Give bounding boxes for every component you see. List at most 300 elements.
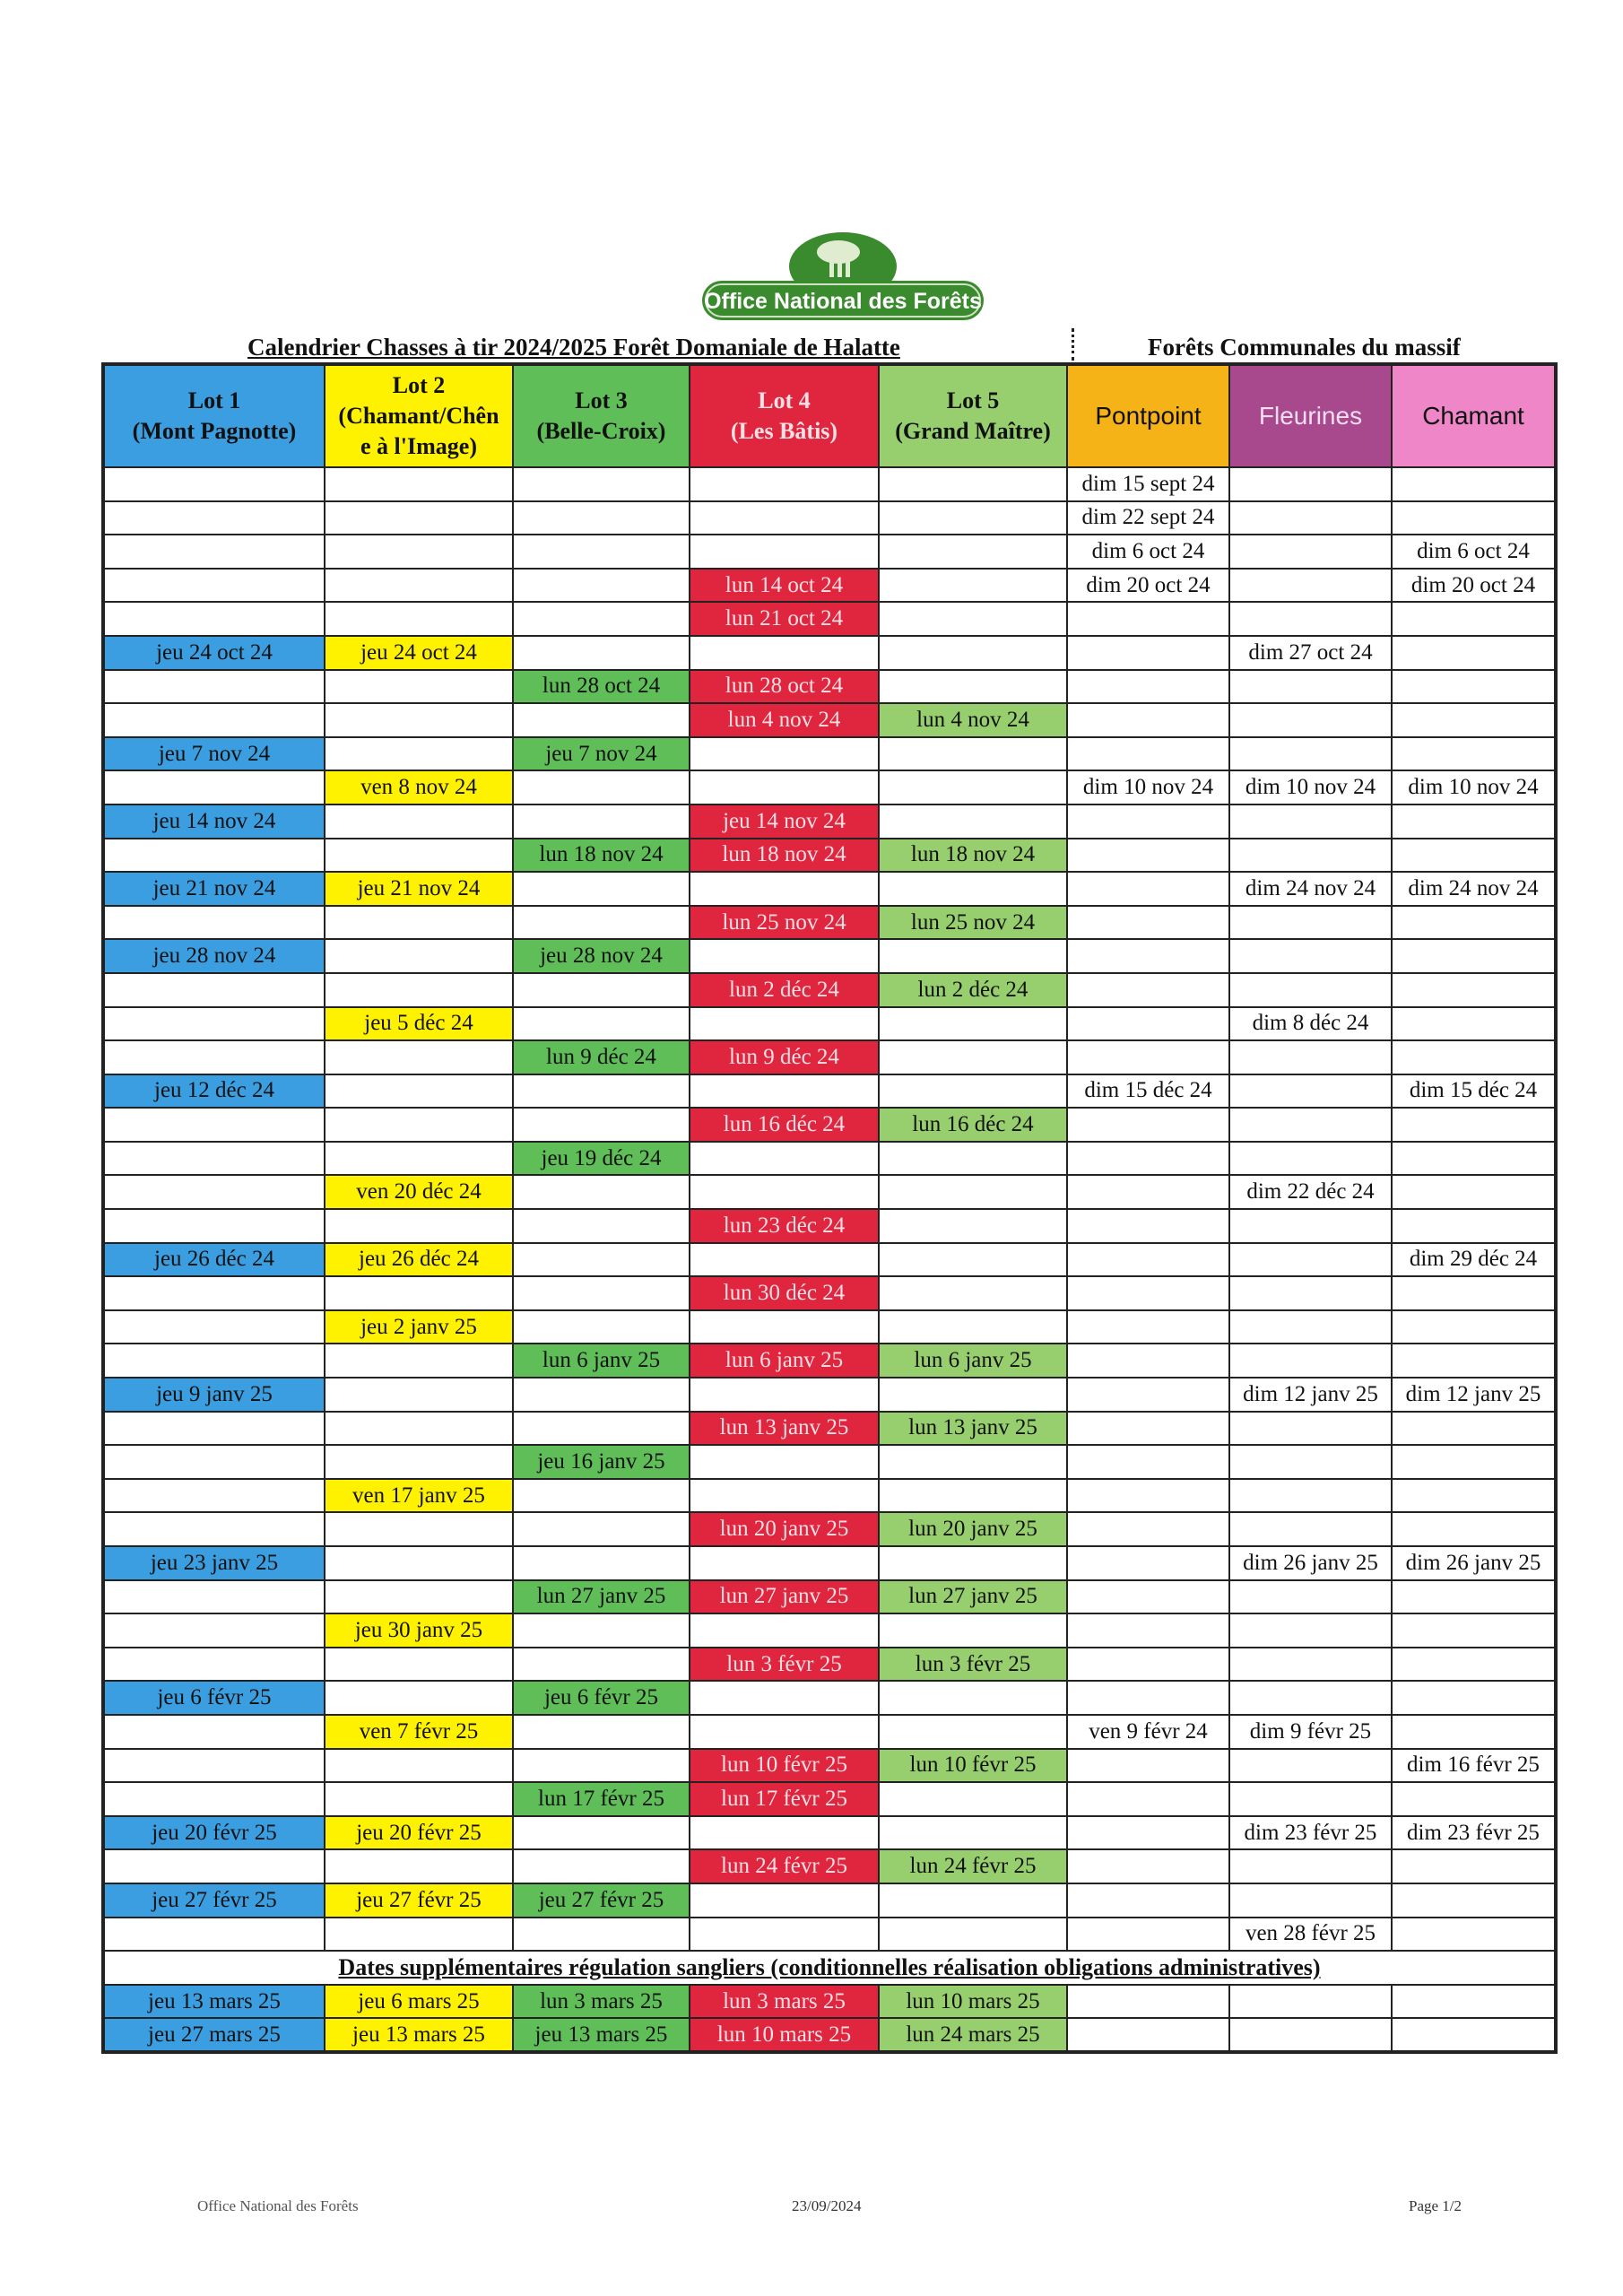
cell-chamant (1392, 973, 1556, 1007)
cell-lot2 (325, 602, 513, 636)
cell-lot3 (513, 1613, 690, 1648)
cell-lot4: lun 25 nov 24 (690, 906, 879, 940)
cell-lot2 (325, 804, 513, 839)
cell-lot5 (879, 1715, 1067, 1749)
cell-lot4: lun 27 janv 25 (690, 1580, 879, 1614)
cell-lot5 (879, 1276, 1067, 1310)
cell-chamant (1392, 1479, 1556, 1513)
footer-date: 23/09/2024 (792, 2197, 862, 2214)
cell-lot4 (690, 1613, 879, 1648)
cell-lot4 (690, 737, 879, 771)
cell-chamant (1392, 1175, 1556, 1209)
cell-chamant: dim 12 janv 25 (1392, 1378, 1556, 1412)
cell-chamant (1392, 1782, 1556, 1816)
cell-fleurines (1229, 535, 1392, 569)
cell-pontpoint: dim 15 sept 24 (1067, 467, 1229, 501)
cell-lot1: jeu 12 déc 24 (103, 1074, 325, 1109)
cell-lot5 (879, 670, 1067, 704)
table-row (103, 1007, 1556, 1041)
cell-lot3 (513, 1209, 690, 1243)
cell-lot5: lun 24 févr 25 (879, 1849, 1067, 1883)
cell-lot3 (513, 1412, 690, 1446)
cell-lot3 (513, 872, 690, 906)
cell-fleurines (1229, 703, 1392, 737)
cell-lot5 (879, 1243, 1067, 1277)
cell-lot4 (690, 636, 879, 670)
cell-lot3: jeu 28 nov 24 (513, 939, 690, 973)
cell-lot3 (513, 1648, 690, 1682)
cell-chamant (1392, 1344, 1556, 1378)
cell-pontpoint (1067, 2018, 1229, 2052)
cell-lot3: lun 3 mars 25 (513, 1985, 690, 2018)
table-row (103, 1715, 1556, 1749)
cell-lot4: lun 20 janv 25 (690, 1512, 879, 1546)
cell-lot2 (325, 1782, 513, 1816)
cell-pontpoint (1067, 906, 1229, 940)
cell-chamant (1392, 1918, 1556, 1952)
cell-lot5 (879, 872, 1067, 906)
cell-lot5 (879, 1074, 1067, 1109)
cell-lot4 (690, 1546, 879, 1580)
cell-lot1: jeu 6 févr 25 (103, 1681, 325, 1715)
cell-lot3 (513, 1918, 690, 1952)
cell-lot5 (879, 535, 1067, 569)
cell-lot5: lun 20 janv 25 (879, 1512, 1067, 1546)
cell-chamant: dim 10 nov 24 (1392, 770, 1556, 804)
cell-lot4 (690, 770, 879, 804)
cell-lot3 (513, 501, 690, 535)
cell-fleurines (1229, 1648, 1392, 1682)
cell-fleurines: ven 28 févr 25 (1229, 1918, 1392, 1952)
table-row (103, 770, 1556, 804)
cell-lot3 (513, 1074, 690, 1109)
cell-lot3 (513, 1816, 690, 1850)
cell-lot2: jeu 5 déc 24 (325, 1007, 513, 1041)
cell-fleurines (1229, 939, 1392, 973)
cell-fleurines (1229, 1108, 1392, 1142)
cell-lot5 (879, 1816, 1067, 1850)
cell-lot1 (103, 1445, 325, 1479)
cell-lot3 (513, 1546, 690, 1580)
table-row (103, 1479, 1556, 1513)
cell-chamant (1392, 804, 1556, 839)
cell-pontpoint (1067, 1681, 1229, 1715)
cell-pontpoint (1067, 670, 1229, 704)
cell-lot4: lun 16 déc 24 (690, 1108, 879, 1142)
table-row (103, 1681, 1556, 1715)
cell-chamant (1392, 1985, 1556, 2018)
cell-fleurines (1229, 1209, 1392, 1243)
cell-fleurines (1229, 1985, 1392, 2018)
cell-fleurines: dim 24 nov 24 (1229, 872, 1392, 906)
table-row (103, 1378, 1556, 1412)
cell-lot2: jeu 24 oct 24 (325, 636, 513, 670)
cell-lot4: lun 10 févr 25 (690, 1749, 879, 1783)
cell-lot4: lun 23 déc 24 (690, 1209, 879, 1243)
cell-lot4 (690, 1175, 879, 1209)
cell-chamant (1392, 670, 1556, 704)
cell-lot4: lun 10 mars 25 (690, 2018, 879, 2052)
cell-fleurines (1229, 1276, 1392, 1310)
cell-lot3 (513, 467, 690, 501)
cell-pontpoint (1067, 1142, 1229, 1176)
table-row (103, 602, 1556, 636)
cell-lot3: jeu 27 févr 25 (513, 1883, 690, 1918)
cell-lot5 (879, 1546, 1067, 1580)
cell-lot1 (103, 1108, 325, 1142)
cell-lot1 (103, 1715, 325, 1749)
cell-lot4 (690, 1715, 879, 1749)
cell-fleurines (1229, 1580, 1392, 1614)
cell-pontpoint (1067, 1512, 1229, 1546)
cell-lot2 (325, 906, 513, 940)
cell-pontpoint (1067, 804, 1229, 839)
cell-lot1: jeu 9 janv 25 (103, 1378, 325, 1412)
table-row (103, 1209, 1556, 1243)
cell-lot4: lun 18 nov 24 (690, 839, 879, 873)
supplementary-title-row (103, 1951, 1556, 1985)
cell-lot2 (325, 1209, 513, 1243)
cell-fleurines (1229, 1512, 1392, 1546)
table-row (103, 467, 1556, 501)
cell-lot3 (513, 569, 690, 603)
cell-fleurines (1229, 1412, 1392, 1446)
cell-lot4: lun 21 oct 24 (690, 602, 879, 636)
cell-lot3 (513, 1749, 690, 1783)
cell-fleurines (1229, 906, 1392, 940)
onf-logo (695, 229, 991, 327)
cell-lot4: lun 6 janv 25 (690, 1344, 879, 1378)
cell-chamant (1392, 737, 1556, 771)
table-row (103, 1749, 1556, 1783)
cell-lot1 (103, 1782, 325, 1816)
cell-chamant: dim 24 nov 24 (1392, 872, 1556, 906)
table-row (103, 1985, 1556, 2018)
cell-lot4 (690, 1445, 879, 1479)
cell-fleurines (1229, 1074, 1392, 1109)
cell-fleurines (1229, 1243, 1392, 1277)
cell-lot2 (325, 1412, 513, 1446)
header-lot5: Lot 5 (Grand Maître) (879, 364, 1067, 467)
cell-lot1: jeu 24 oct 24 (103, 636, 325, 670)
cell-lot1 (103, 1209, 325, 1243)
cell-lot2: jeu 26 déc 24 (325, 1243, 513, 1277)
cell-lot3: lun 17 févr 25 (513, 1782, 690, 1816)
cell-chamant (1392, 1040, 1556, 1074)
cell-lot1 (103, 770, 325, 804)
cell-lot4: lun 3 mars 25 (690, 1985, 879, 2018)
footer-page-number: Page 1/2 (1409, 2197, 1462, 2214)
header-chamant: Chamant (1392, 364, 1556, 467)
cell-lot5: lun 6 janv 25 (879, 1344, 1067, 1378)
cell-fleurines (1229, 1445, 1392, 1479)
cell-lot5: lun 25 nov 24 (879, 906, 1067, 940)
cell-chamant (1392, 1849, 1556, 1883)
cell-chamant (1392, 839, 1556, 873)
cell-lot4: lun 2 déc 24 (690, 973, 879, 1007)
table-row (103, 636, 1556, 670)
cell-lot5 (879, 1479, 1067, 1513)
cell-lot3 (513, 973, 690, 1007)
cell-fleurines (1229, 1782, 1392, 1816)
cell-lot5 (879, 1142, 1067, 1176)
cell-lot1 (103, 1849, 325, 1883)
cell-pontpoint (1067, 703, 1229, 737)
table-row (103, 1108, 1556, 1142)
cell-chamant (1392, 1512, 1556, 1546)
cell-pontpoint (1067, 1175, 1229, 1209)
cell-lot3 (513, 1479, 690, 1513)
cell-lot5 (879, 1040, 1067, 1074)
cell-lot2 (325, 1276, 513, 1310)
cell-chamant (1392, 703, 1556, 737)
cell-lot3 (513, 1007, 690, 1041)
cell-lot4 (690, 1479, 879, 1513)
cell-chamant (1392, 1007, 1556, 1041)
table-row (103, 535, 1556, 569)
table-row (103, 569, 1556, 603)
title-separator (1072, 328, 1074, 361)
cell-chamant (1392, 939, 1556, 973)
cell-lot2 (325, 569, 513, 603)
cell-lot2: jeu 27 févr 25 (325, 1883, 513, 1918)
onf-logo-text: Office National des Forêts (704, 289, 982, 314)
cell-lot3 (513, 770, 690, 804)
cell-fleurines: dim 8 déc 24 (1229, 1007, 1392, 1041)
cell-lot1: jeu 7 nov 24 (103, 737, 325, 771)
cell-pontpoint: dim 6 oct 24 (1067, 535, 1229, 569)
cell-lot1 (103, 973, 325, 1007)
cell-lot2: jeu 13 mars 25 (325, 2018, 513, 2052)
cell-lot4 (690, 1681, 879, 1715)
cell-lot5: lun 27 janv 25 (879, 1580, 1067, 1614)
cell-pontpoint (1067, 872, 1229, 906)
cell-lot5 (879, 1681, 1067, 1715)
cell-lot1 (103, 1040, 325, 1074)
cell-fleurines (1229, 1681, 1392, 1715)
cell-lot2 (325, 1108, 513, 1142)
cell-lot5: lun 16 déc 24 (879, 1108, 1067, 1142)
table-row (103, 906, 1556, 940)
cell-fleurines (1229, 737, 1392, 771)
cell-lot1 (103, 670, 325, 704)
cell-lot1: jeu 23 janv 25 (103, 1546, 325, 1580)
cell-lot3 (513, 535, 690, 569)
page-title: Calendrier Chasses à tir 2024/2025 Forêt Domaniale de Halatte (247, 334, 900, 361)
cell-pontpoint (1067, 1849, 1229, 1883)
cell-lot3: lun 28 oct 24 (513, 670, 690, 704)
cell-lot2 (325, 1546, 513, 1580)
cell-lot1 (103, 501, 325, 535)
cell-chamant: dim 16 févr 25 (1392, 1749, 1556, 1783)
cell-lot5 (879, 1175, 1067, 1209)
cell-lot3 (513, 636, 690, 670)
cell-lot5 (879, 1209, 1067, 1243)
cell-lot4 (690, 1816, 879, 1850)
cell-lot2 (325, 839, 513, 873)
cell-pontpoint (1067, 1648, 1229, 1682)
cell-fleurines (1229, 569, 1392, 603)
cell-lot4: lun 4 nov 24 (690, 703, 879, 737)
table-row (103, 839, 1556, 873)
cell-lot3 (513, 1175, 690, 1209)
table-row (103, 1040, 1556, 1074)
cell-pontpoint: dim 10 nov 24 (1067, 770, 1229, 804)
cell-fleurines (1229, 804, 1392, 839)
cell-chamant (1392, 1883, 1556, 1918)
cell-chamant (1392, 1108, 1556, 1142)
cell-lot3: lun 6 janv 25 (513, 1344, 690, 1378)
cell-lot4 (690, 467, 879, 501)
cell-lot1 (103, 1175, 325, 1209)
cell-lot5 (879, 1445, 1067, 1479)
cell-lot5: lun 18 nov 24 (879, 839, 1067, 873)
table-row (103, 1142, 1556, 1176)
cell-lot1 (103, 1142, 325, 1176)
cell-lot2: ven 17 janv 25 (325, 1479, 513, 1513)
table-row (103, 1580, 1556, 1614)
cell-lot3 (513, 1276, 690, 1310)
footer-organisation: Office National des Forêts (197, 2197, 359, 2214)
cell-lot4 (690, 1310, 879, 1344)
cell-lot2: jeu 2 janv 25 (325, 1310, 513, 1344)
table-row (103, 1175, 1556, 1209)
cell-lot1 (103, 535, 325, 569)
cell-pontpoint (1067, 1310, 1229, 1344)
cell-lot1 (103, 703, 325, 737)
cell-lot4: lun 17 févr 25 (690, 1782, 879, 1816)
cell-pontpoint (1067, 1243, 1229, 1277)
cell-fleurines (1229, 839, 1392, 873)
cell-lot2 (325, 1344, 513, 1378)
cell-chamant (1392, 1142, 1556, 1176)
cell-lot1 (103, 1613, 325, 1648)
cell-lot2 (325, 1378, 513, 1412)
cell-lot4 (690, 1883, 879, 1918)
cell-lot4 (690, 1378, 879, 1412)
cell-pontpoint (1067, 636, 1229, 670)
cell-lot5 (879, 1782, 1067, 1816)
cell-lot2 (325, 1749, 513, 1783)
table-row (103, 1648, 1556, 1682)
cell-pontpoint (1067, 1445, 1229, 1479)
cell-lot2 (325, 1849, 513, 1883)
cell-pontpoint (1067, 1007, 1229, 1041)
cell-lot2: jeu 21 nov 24 (325, 872, 513, 906)
cell-lot2 (325, 1681, 513, 1715)
cell-lot1: jeu 27 févr 25 (103, 1883, 325, 1918)
table-row (103, 501, 1556, 535)
cell-lot5 (879, 939, 1067, 973)
cell-lot4: lun 30 déc 24 (690, 1276, 879, 1310)
cell-fleurines (1229, 1040, 1392, 1074)
cell-pontpoint: dim 15 déc 24 (1067, 1074, 1229, 1109)
cell-fleurines (1229, 1849, 1392, 1883)
cell-pontpoint (1067, 1613, 1229, 1648)
cell-pontpoint: dim 20 oct 24 (1067, 569, 1229, 603)
cell-fleurines (1229, 1479, 1392, 1513)
cell-lot5 (879, 737, 1067, 771)
cell-pontpoint (1067, 839, 1229, 873)
cell-lot4: lun 9 déc 24 (690, 1040, 879, 1074)
cell-lot5 (879, 1378, 1067, 1412)
table-row (103, 670, 1556, 704)
cell-pontpoint: dim 22 sept 24 (1067, 501, 1229, 535)
cell-lot2 (325, 1648, 513, 1682)
cell-lot5 (879, 569, 1067, 603)
cell-pontpoint (1067, 973, 1229, 1007)
cell-lot4 (690, 501, 879, 535)
cell-lot3 (513, 1310, 690, 1344)
cell-chamant (1392, 1580, 1556, 1614)
cell-lot3 (513, 1378, 690, 1412)
cell-lot5 (879, 501, 1067, 535)
cell-chamant (1392, 636, 1556, 670)
cell-chamant: dim 15 déc 24 (1392, 1074, 1556, 1109)
cell-fleurines: dim 23 févr 25 (1229, 1816, 1392, 1850)
cell-pontpoint (1067, 1985, 1229, 2018)
cell-lot4: lun 3 févr 25 (690, 1648, 879, 1682)
cell-lot5: lun 2 déc 24 (879, 973, 1067, 1007)
cell-lot5 (879, 602, 1067, 636)
cell-fleurines: dim 10 nov 24 (1229, 770, 1392, 804)
table-header-row (103, 364, 1556, 467)
cell-chamant (1392, 1681, 1556, 1715)
cell-pontpoint (1067, 737, 1229, 771)
cell-lot2: jeu 30 janv 25 (325, 1613, 513, 1648)
cell-lot5: lun 3 févr 25 (879, 1648, 1067, 1682)
hunting-calendar-table (101, 362, 1558, 2054)
cell-fleurines (1229, 501, 1392, 535)
cell-fleurines: dim 26 janv 25 (1229, 1546, 1392, 1580)
cell-fleurines (1229, 1613, 1392, 1648)
cell-lot1: jeu 21 nov 24 (103, 872, 325, 906)
cell-lot2 (325, 737, 513, 771)
cell-pontpoint (1067, 1209, 1229, 1243)
cell-lot4 (690, 535, 879, 569)
cell-lot2 (325, 1445, 513, 1479)
cell-pontpoint (1067, 1479, 1229, 1513)
cell-fleurines (1229, 1883, 1392, 1918)
cell-pontpoint: ven 9 févr 24 (1067, 1715, 1229, 1749)
cell-lot1: jeu 14 nov 24 (103, 804, 325, 839)
cell-fleurines: dim 27 oct 24 (1229, 636, 1392, 670)
cell-lot3 (513, 804, 690, 839)
cell-lot1 (103, 1749, 325, 1783)
cell-lot2 (325, 535, 513, 569)
header-lot2: Lot 2 (Chamant/Chên e à l'Image) (325, 364, 513, 467)
header-lot1: Lot 1 (Mont Pagnotte) (103, 364, 325, 467)
cell-chamant: dim 23 févr 25 (1392, 1816, 1556, 1850)
cell-fleurines (1229, 2018, 1392, 2052)
cell-chamant (1392, 467, 1556, 501)
cell-lot5 (879, 636, 1067, 670)
communal-forests-title: Forêts Communales du massif (1148, 334, 1461, 361)
cell-lot1 (103, 1007, 325, 1041)
cell-lot1 (103, 1918, 325, 1952)
cell-lot1: jeu 13 mars 25 (103, 1985, 325, 2018)
cell-lot2 (325, 467, 513, 501)
cell-lot3 (513, 703, 690, 737)
cell-lot4 (690, 939, 879, 973)
cell-lot1 (103, 467, 325, 501)
cell-lot2 (325, 939, 513, 973)
cell-lot4: lun 13 janv 25 (690, 1412, 879, 1446)
cell-chamant (1392, 1445, 1556, 1479)
cell-lot1 (103, 1412, 325, 1446)
cell-lot3: jeu 13 mars 25 (513, 2018, 690, 2052)
table-row (103, 939, 1556, 973)
